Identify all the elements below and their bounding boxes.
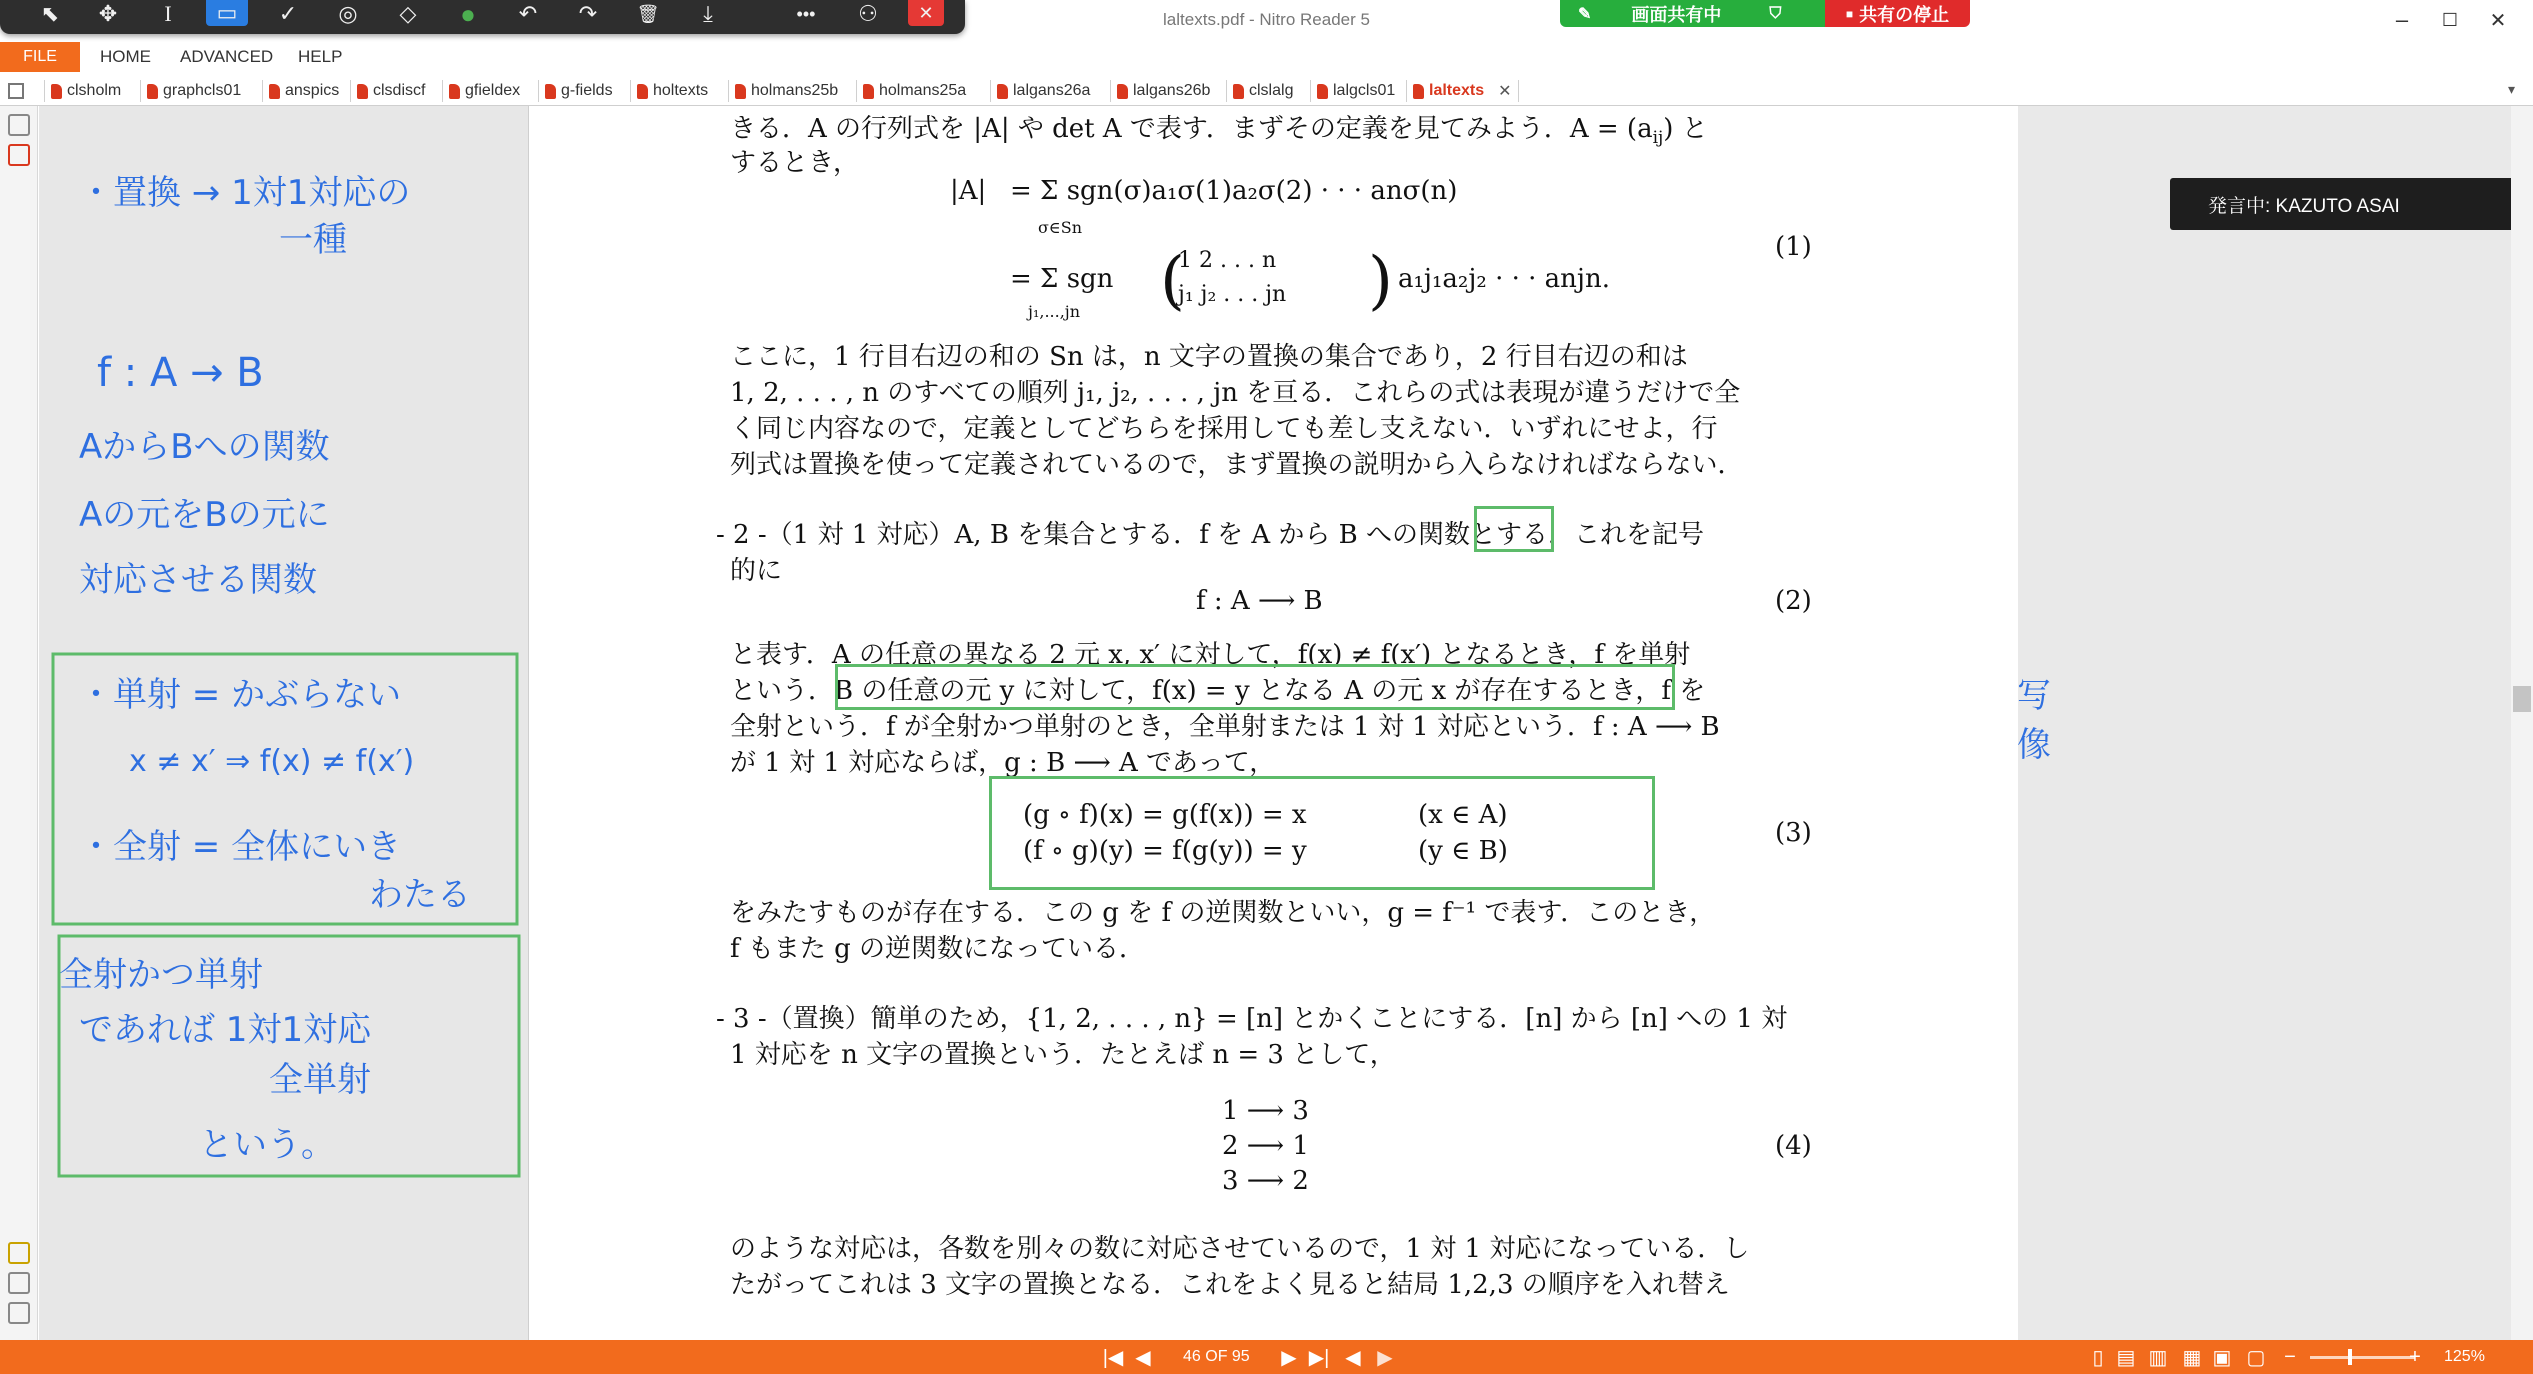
- zoom-in-button[interactable]: +: [2409, 1345, 2421, 1368]
- menu-advanced[interactable]: ADVANCED: [180, 47, 274, 66]
- check-icon[interactable]: ✓: [278, 1, 298, 26]
- section-heading: - 2 -（1 対 1 対応）A, B を集合とする．f を A から B への関数とする．これを記号: [716, 520, 1705, 550]
- tab-clsdiscf[interactable]: clsdiscf: [350, 80, 425, 102]
- zoom-level: 125%: [2444, 1348, 2485, 1365]
- text-line: という．B の任意の元 y に対して，f(x) = y となる A の元 x が存在するとき，f を: [730, 676, 1706, 706]
- note-line: 全射かつ単射: [59, 955, 263, 995]
- continuous-view-icon[interactable]: ▤: [2116, 1346, 2136, 1369]
- continuous-facing-view-icon[interactable]: ▦: [2182, 1346, 2202, 1369]
- page-icon[interactable]: [8, 83, 24, 99]
- zoom-out-button[interactable]: −: [2284, 1345, 2296, 1368]
- pdf-icon: [1317, 84, 1328, 99]
- highlight-box: [989, 776, 1655, 890]
- note-line: ・全射 = 全体にいき: [79, 827, 402, 867]
- pdf-icon: [997, 84, 1008, 99]
- tab-overflow-icon[interactable]: ▾: [2508, 81, 2516, 97]
- sharing-label: 画面共有中: [1631, 4, 1722, 25]
- next-page-icon[interactable]: ▶: [1281, 1346, 1297, 1369]
- pointer-icon[interactable]: ⬉: [40, 1, 60, 26]
- equation-condition: (y ∈ B): [1418, 836, 1508, 866]
- stop-icon: ■: [1845, 6, 1854, 21]
- comments-icon[interactable]: [8, 1242, 30, 1264]
- more-icon[interactable]: •••: [796, 3, 816, 24]
- menu-home[interactable]: HOME: [100, 47, 151, 66]
- note-line: 全単射: [269, 1060, 371, 1100]
- note-line: Aの元をBの元に: [79, 495, 330, 535]
- fit-width-icon[interactable]: ▢: [2246, 1346, 2266, 1369]
- attachments-icon[interactable]: [8, 1272, 30, 1294]
- equation-number: (4): [1775, 1131, 1812, 1161]
- equation: a₁j₁a₂j₂ · · · anjn.: [1398, 264, 1610, 294]
- sharing-indicator[interactable]: [1560, 0, 1825, 27]
- fit-page-icon[interactable]: ▣: [2212, 1346, 2232, 1369]
- single-page-view-icon[interactable]: ▯: [2092, 1346, 2104, 1369]
- tab-lalgcls01[interactable]: lalgcls01: [1310, 80, 1395, 102]
- tab-clslalg[interactable]: clslalg: [1226, 80, 1293, 102]
- handwritten-notes-panel: [39, 106, 529, 1340]
- people-icon[interactable]: ⚇: [858, 1, 878, 26]
- equation: (g ∘ f)(x) = g(f(x)) = x: [1023, 800, 1307, 830]
- tab-anspics[interactable]: anspics: [262, 80, 339, 102]
- facing-view-icon[interactable]: ▥: [2148, 1346, 2168, 1369]
- note-line: AからBへの関数: [79, 427, 330, 467]
- bookmarks-icon[interactable]: [8, 114, 30, 136]
- matrix-paren: (: [1160, 244, 1185, 318]
- minimize-button[interactable]: –: [2395, 7, 2409, 32]
- tab-gfieldex[interactable]: gfieldex: [442, 80, 520, 102]
- text-line: と表す．A の任意の異なる 2 元 x, x′ に対して，f(x) ≠ f(x′) となるとき，f を単射: [730, 640, 1691, 670]
- equation-subscript: σ∈Sn: [1038, 218, 1083, 237]
- tab-holmans25b[interactable]: holmans25b: [728, 80, 838, 102]
- rectangle-icon[interactable]: ▭: [206, 0, 248, 26]
- handwritten-note: 写像: [2017, 676, 2051, 765]
- zoom-slider-handle[interactable]: [2348, 1349, 2352, 1365]
- pdf-icon: [545, 84, 556, 99]
- stamp-icon[interactable]: ◎: [338, 1, 358, 26]
- matrix-paren: ): [1368, 244, 1393, 318]
- matrix-bottom-row: j₁ j₂ . . . jn: [1178, 282, 1287, 307]
- color-dot-icon[interactable]: ●: [460, 0, 476, 29]
- zoom-slider[interactable]: [2310, 1356, 2415, 1359]
- note-line: ・置換 → 1対1対応の: [79, 173, 411, 213]
- equation: 1 ⟶ 3: [1222, 1096, 1309, 1126]
- section-heading: - 3 -（置換）簡単のため，{1, 2, . . . , n} = [n] とかくことにする．[n] から [n] への 1 対: [716, 1004, 1788, 1034]
- equation: 3 ⟶ 2: [1222, 1166, 1309, 1196]
- equation: = Σ sgn(σ)a₁σ(1)a₂σ(2) · · · anσ(n): [1010, 176, 1458, 206]
- close-toolbar-button[interactable]: ✕: [908, 0, 944, 26]
- text-line: きる．A の行列式を |A| や det A で表す．まずその定義を見てみよう．$A = (a_{ij})$ と: [730, 114, 1708, 149]
- download-icon[interactable]: ⤓: [703, 1, 713, 26]
- text-line: をみたすものが存在する．この g を f の逆関数といい，g = f⁻¹ で表す．このとき，: [730, 898, 1716, 928]
- redo-icon[interactable]: ↷: [578, 1, 598, 26]
- equation-subscript: j₁,...,jn: [1028, 302, 1081, 321]
- pdf-icon: [147, 84, 158, 99]
- equation: 2 ⟶ 1: [1222, 1131, 1309, 1161]
- document-viewport[interactable]: [530, 106, 2533, 1340]
- note-line: という。: [199, 1125, 335, 1165]
- highlight-box: [1474, 506, 1554, 552]
- pdf-icon: [735, 84, 746, 99]
- tab-graphcls01[interactable]: graphcls01: [140, 80, 241, 102]
- pdf-icon: [449, 84, 460, 99]
- note-line: 一種: [279, 220, 347, 260]
- text-line: 1, 2, . . . , n のすべての順列 j₁, j₂, . . . , jn を亘る．これらの式は表現が違うだけで全: [730, 378, 1741, 408]
- close-tab-icon[interactable]: ✕: [1498, 83, 1512, 100]
- last-page-icon[interactable]: ▶|: [1308, 1346, 1330, 1369]
- left-icon-strip: [0, 106, 38, 1340]
- previous-page-icon[interactable]: ◀: [1135, 1346, 1151, 1369]
- pdf-icon: [357, 84, 368, 99]
- note-line: f : A → B: [97, 350, 264, 396]
- pdf-icon: [269, 84, 280, 99]
- equation: f : A ⟶ B: [1196, 586, 1323, 616]
- text-line: く同じ内容なので，定義としてどちらを採用しても差し支えない．いずれにせよ，行: [730, 414, 1718, 444]
- pdf-icon: [1233, 84, 1244, 99]
- pin-icon: ✎: [1578, 5, 1592, 23]
- note-line: 対応させる関数: [79, 560, 317, 600]
- matrix-top-row: 1 2 . . . n: [1178, 248, 1277, 273]
- trash-icon[interactable]: 🗑: [636, 3, 660, 24]
- tab-laltexts[interactable]: laltexts ✕: [1406, 80, 1519, 102]
- equation-condition: (x ∈ A): [1418, 800, 1508, 830]
- move-icon[interactable]: ✥: [98, 1, 118, 26]
- text-line: たがってこれは 3 文字の置換となる．これをよく見ると結局 1,2,3 の順序を入れ替え: [730, 1270, 1730, 1300]
- text-line: するとき，: [730, 148, 859, 178]
- window-title: laltexts.pdf - Nitro Reader 5: [1163, 10, 1370, 29]
- text-line: 全射という．f が全射かつ単射のとき，全単射または 1 対 1 対応という．f : A ⟶ B: [730, 712, 1720, 742]
- text-line: f もまた g の逆関数になっている．: [730, 934, 1146, 964]
- document-tabs: [0, 76, 2533, 106]
- pdf-icon: [637, 84, 648, 99]
- active-speaker-badge: 発言中: KAZUTO ASAI: [2170, 178, 2515, 230]
- tab-clsholm[interactable]: clsholm: [44, 80, 121, 102]
- stop-sharing-label: 共有の停止: [1859, 4, 1950, 25]
- text-line: 列式は置換を使って定義されているので，まず置換の説明から入らなければならない．: [730, 450, 1744, 480]
- layers-icon[interactable]: [8, 1302, 30, 1324]
- tab-g-fields[interactable]: g-fields: [538, 80, 613, 102]
- pdf-icon: [51, 84, 62, 99]
- menu-help[interactable]: HELP: [298, 47, 343, 66]
- next-view-icon[interactable]: ▶: [1377, 1346, 1393, 1369]
- scrollbar-thumb[interactable]: [2513, 686, 2531, 712]
- note-line: であれば 1対1対応: [79, 1010, 372, 1050]
- equation-number: (2): [1775, 586, 1812, 616]
- close-window-button[interactable]: ✕: [2489, 9, 2507, 32]
- undo-icon[interactable]: ↶: [518, 1, 538, 26]
- tab-holmans25a[interactable]: holmans25a: [856, 80, 966, 102]
- eraser-icon[interactable]: ◇: [399, 1, 417, 26]
- equation-number: (1): [1775, 232, 1812, 262]
- tab-holtexts[interactable]: holtexts: [630, 80, 708, 102]
- previous-view-icon[interactable]: ◀: [1345, 1346, 1361, 1369]
- stop-sharing-button[interactable]: [1825, 0, 1970, 27]
- equation-lhs: |A|: [950, 176, 987, 206]
- pdf-icon: [1117, 84, 1128, 99]
- vertical-scrollbar[interactable]: [2511, 106, 2533, 1340]
- first-page-icon[interactable]: |◀: [1102, 1346, 1124, 1369]
- annotation-toolbar: [0, 0, 965, 34]
- text-cursor-icon[interactable]: I: [164, 1, 172, 26]
- pages-icon[interactable]: [8, 144, 30, 166]
- pdf-icon: [863, 84, 874, 99]
- text-line: ここに，1 行目右辺の和の Sn は，n 文字の置換の集合であり，2 行目右辺の和は: [730, 342, 1688, 372]
- note-line: x ≠ x′ ⇒ f(x) ≠ f(x′): [129, 744, 415, 779]
- note-line: わたる: [369, 875, 471, 915]
- maximize-button[interactable]: ☐: [2441, 9, 2459, 30]
- text-line: 的に: [730, 556, 783, 586]
- text-line: 1 対応を n 文字の置換という．たとえば n = 3 として，: [730, 1040, 1396, 1070]
- highlight-box: [835, 664, 1675, 710]
- notes-canvas: [39, 106, 529, 1340]
- file-menu[interactable]: FILE: [0, 42, 80, 72]
- ribbon-menu: [0, 42, 2533, 72]
- tab-lalgans26a[interactable]: lalgans26a: [990, 80, 1090, 102]
- page-indicator[interactable]: 46 OF 95: [1183, 1348, 1250, 1365]
- equation: = Σ sgn: [1010, 264, 1114, 294]
- pdf-page: [530, 106, 2051, 1340]
- note-line: ・単射 = かぶらない: [79, 675, 402, 715]
- screen-share-bar: [1560, 0, 1970, 27]
- equation-number: (3): [1775, 818, 1812, 848]
- status-bar: [0, 1340, 2533, 1374]
- text-line: のような対応は，各数を別々の数に対応させているので，1 対 1 対応になっている．し: [730, 1234, 1750, 1264]
- shield-icon: ⛉: [1769, 4, 1782, 22]
- tab-lalgans26b[interactable]: lalgans26b: [1110, 80, 1210, 102]
- pdf-icon: [1413, 84, 1424, 99]
- text-line: が 1 対 1 対応ならば，g : B ⟶ A であって，: [730, 748, 1276, 778]
- equation: (f ∘ g)(y) = f(g(y)) = y: [1023, 836, 1307, 866]
